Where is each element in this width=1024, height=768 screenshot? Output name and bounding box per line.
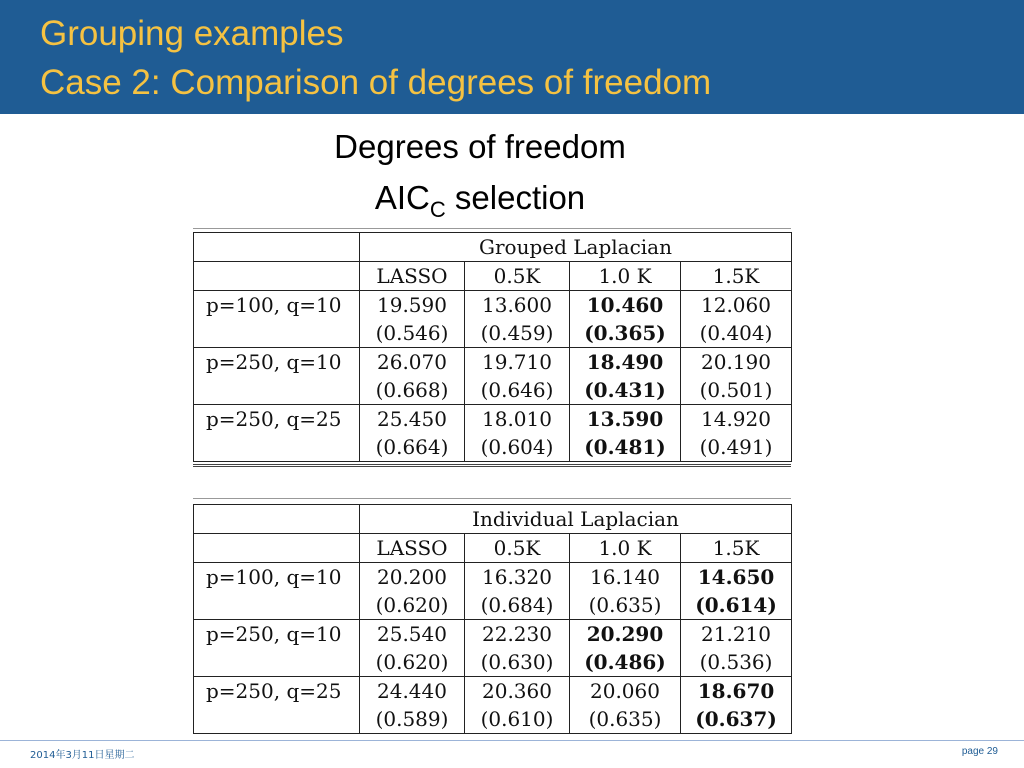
std-error-cell: (0.604) <box>465 433 570 462</box>
std-error-cell: (0.589) <box>360 705 465 734</box>
column-header: 0.5K <box>465 262 570 291</box>
subtitle-line2 <box>0 178 960 222</box>
row-label-spacer <box>194 319 360 348</box>
table-row <box>194 563 792 592</box>
value-cell: 10.460 <box>570 291 681 320</box>
value-cell: 20.060 <box>570 677 681 706</box>
column-header: LASSO <box>360 262 465 291</box>
value-cell: 20.360 <box>465 677 570 706</box>
column-header: 1.5K <box>681 262 792 291</box>
value-cell: 25.540 <box>360 620 465 649</box>
std-error-cell: (0.491) <box>681 433 792 462</box>
title-bar <box>0 0 1024 114</box>
column-header-row <box>194 534 792 563</box>
std-error-cell: (0.404) <box>681 319 792 348</box>
std-error-cell: (0.459) <box>465 319 570 348</box>
value-cell: 20.290 <box>570 620 681 649</box>
value-cell: 25.450 <box>360 405 465 434</box>
std-error-cell: (0.610) <box>465 705 570 734</box>
value-cell: 21.210 <box>681 620 792 649</box>
row-label-spacer <box>194 648 360 677</box>
grouped-laplacian-table <box>193 232 792 462</box>
std-error-cell: (0.630) <box>465 648 570 677</box>
value-cell: 12.060 <box>681 291 792 320</box>
footer-page-number: page 29 <box>961 746 998 757</box>
group-header: Individual Laplacian <box>360 505 792 534</box>
std-error-cell: (0.614) <box>681 591 792 620</box>
std-error-cell: (0.646) <box>465 376 570 405</box>
slide-title-line1: Grouping examples <box>40 14 344 53</box>
table-row <box>194 319 792 348</box>
table-row <box>194 348 792 377</box>
column-header: LASSO <box>360 534 465 563</box>
value-cell: 13.600 <box>465 291 570 320</box>
table-row <box>194 433 792 462</box>
column-header: 1.0 K <box>570 534 681 563</box>
std-error-cell: (0.431) <box>570 376 681 405</box>
std-error-cell: (0.620) <box>360 648 465 677</box>
value-cell: 19.710 <box>465 348 570 377</box>
std-error-cell: (0.668) <box>360 376 465 405</box>
std-error-cell: (0.481) <box>570 433 681 462</box>
std-error-cell: (0.546) <box>360 319 465 348</box>
row-label: p=250, q=10 <box>194 348 360 377</box>
column-header: 1.5K <box>681 534 792 563</box>
subtitle-aic-subscript: C <box>429 197 446 222</box>
row-label-spacer <box>194 376 360 405</box>
row-label-spacer <box>194 705 360 734</box>
row-label: p=250, q=10 <box>194 620 360 649</box>
std-error-cell: (0.620) <box>360 591 465 620</box>
table-row <box>194 705 792 734</box>
std-error-cell: (0.664) <box>360 433 465 462</box>
table-row <box>194 620 792 649</box>
row-label: p=250, q=25 <box>194 405 360 434</box>
table-row <box>194 591 792 620</box>
corner-cell <box>194 262 360 291</box>
row-label: p=250, q=25 <box>194 677 360 706</box>
value-cell: 14.920 <box>681 405 792 434</box>
value-cell: 18.490 <box>570 348 681 377</box>
std-error-cell: (0.486) <box>570 648 681 677</box>
value-cell: 20.190 <box>681 348 792 377</box>
value-cell: 20.200 <box>360 563 465 592</box>
subtitle-line1: Degrees of freedom <box>334 128 626 165</box>
value-cell: 22.230 <box>465 620 570 649</box>
std-error-cell: (0.635) <box>570 705 681 734</box>
value-cell: 24.440 <box>360 677 465 706</box>
corner-cell <box>194 233 360 262</box>
value-cell: 13.590 <box>570 405 681 434</box>
std-error-cell: (0.637) <box>681 705 792 734</box>
value-cell: 14.650 <box>681 563 792 592</box>
slide-title-line2: Case 2: Comparison of degrees of freedom <box>40 63 712 102</box>
table-row <box>194 677 792 706</box>
footer-divider <box>0 740 1024 741</box>
value-cell: 16.320 <box>465 563 570 592</box>
column-header: 0.5K <box>465 534 570 563</box>
table-row <box>194 405 792 434</box>
row-label-spacer <box>194 591 360 620</box>
grouped-laplacian-table-wrap <box>193 228 791 467</box>
std-error-cell: (0.365) <box>570 319 681 348</box>
std-error-cell: (0.684) <box>465 591 570 620</box>
value-cell: 16.140 <box>570 563 681 592</box>
row-label: p=100, q=10 <box>194 291 360 320</box>
std-error-cell: (0.501) <box>681 376 792 405</box>
table-header-row <box>194 505 792 534</box>
individual-laplacian-table <box>193 504 792 734</box>
individual-laplacian-table-wrap <box>193 498 791 734</box>
column-header-row <box>194 262 792 291</box>
column-header: 1.0 K <box>570 262 681 291</box>
std-error-cell: (0.635) <box>570 591 681 620</box>
table-row <box>194 376 792 405</box>
value-cell: 18.010 <box>465 405 570 434</box>
value-cell: 18.670 <box>681 677 792 706</box>
group-header: Grouped Laplacian <box>360 233 792 262</box>
table-row <box>194 648 792 677</box>
table-row <box>194 291 792 320</box>
value-cell: 19.590 <box>360 291 465 320</box>
std-error-cell: (0.536) <box>681 648 792 677</box>
subtitle-aic: AIC <box>374 179 430 216</box>
row-label: p=100, q=10 <box>194 563 360 592</box>
value-cell: 26.070 <box>360 348 465 377</box>
corner-cell <box>194 505 360 534</box>
row-label-spacer <box>194 433 360 462</box>
subtitle-selection: selection <box>445 179 586 216</box>
footer-date: 2014年3月11日星期二 <box>30 750 135 761</box>
table-bottom-rule <box>193 462 791 467</box>
table-header-row <box>194 233 792 262</box>
corner-cell <box>194 534 360 563</box>
